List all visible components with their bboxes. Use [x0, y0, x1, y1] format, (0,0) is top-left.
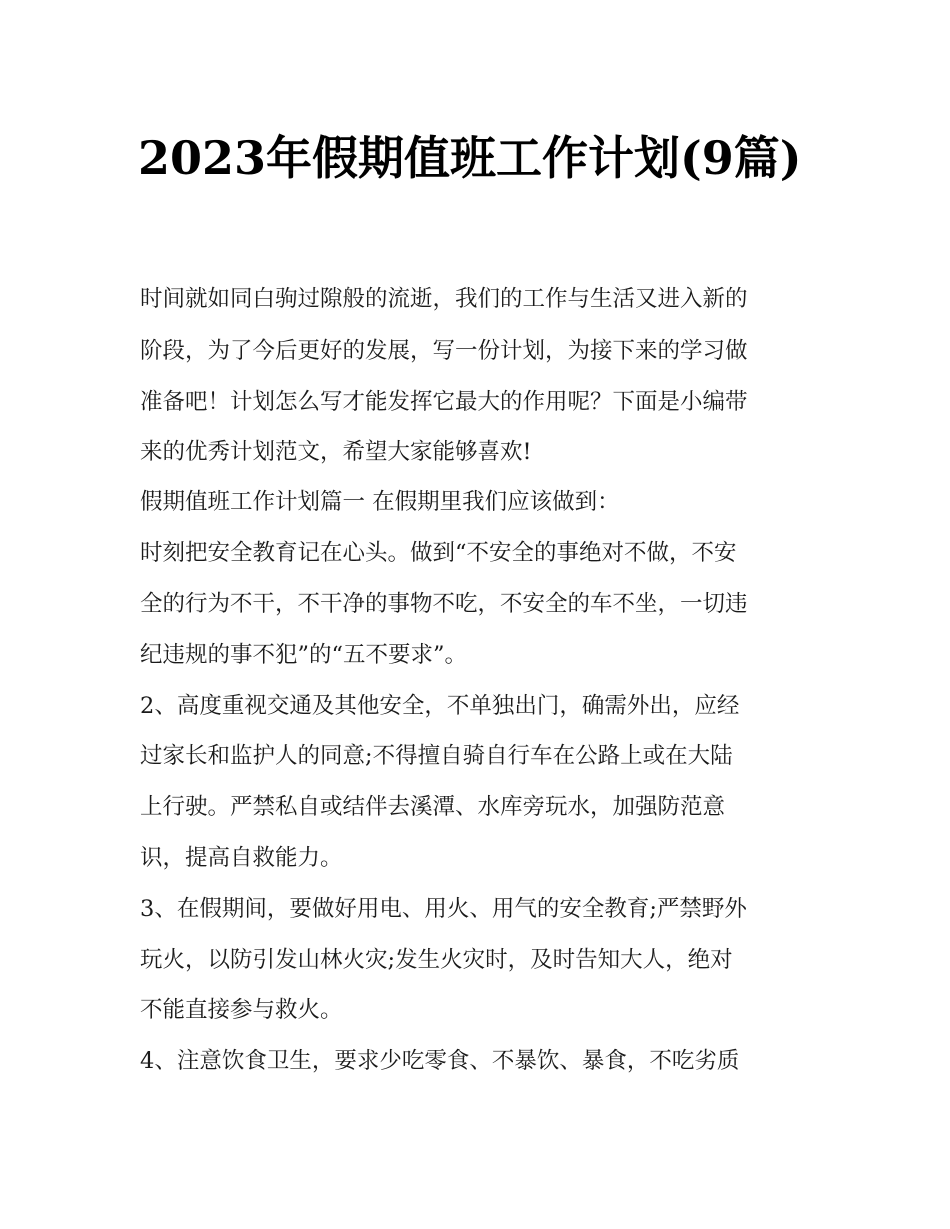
paragraph-line: 时间就如同白驹过隙般的流逝，我们的工作与生活又进入新的 — [140, 286, 748, 312]
paragraph-line: 2、高度重视交通及其他安全，不单独出门，确需外出，应经 — [140, 693, 740, 719]
paragraph-line: 假期值班工作计划篇一 在假期里我们应该做到： — [140, 489, 620, 515]
paragraph-line: 不能直接参与救火。 — [140, 997, 343, 1023]
paragraph-line: 全的行为不干，不干净的事物不吃，不安全的车不坐，一切违 — [140, 591, 748, 617]
paragraph-line: 过家长和监护人的同意;不得擅自骑自行车在公路上或在大陆 — [140, 743, 733, 769]
document-title: 2023年假期值班工作计划(9篇) — [138, 131, 802, 185]
paragraph-line: 识，提高自救能力。 — [140, 845, 343, 871]
paragraph-line: 纪违规的事不犯”的“五不要求”。 — [140, 642, 468, 668]
paragraph-line: 来的优秀计划范文，希望大家能够喜欢! — [140, 439, 532, 465]
paragraph-line: 3、在假期间，要做好用电、用火、用气的安全教育;严禁野外 — [140, 896, 747, 922]
paragraph-line: 4、注意饮食卫生，要求少吃零食、不暴饮、暴食，不吃劣质 — [140, 1048, 740, 1074]
paragraph-line: 玩火，以防引发山林火灾;发生火灾时，及时告知大人，绝对 — [140, 947, 733, 973]
paragraph-line: 准备吧！计划怎么写才能发挥它最大的作用呢？下面是小编带 — [140, 389, 748, 415]
paragraph-line: 时刻把安全教育记在心头。做到“不安全的事绝对不做，不安 — [140, 540, 737, 566]
paragraph-line: 上行驶。严禁私自或结伴去溪潭、水库旁玩水，加强防范意 — [140, 794, 726, 820]
paragraph-line: 阶段，为了今后更好的发展，写一份计划，为接下来的学习做 — [140, 338, 748, 364]
